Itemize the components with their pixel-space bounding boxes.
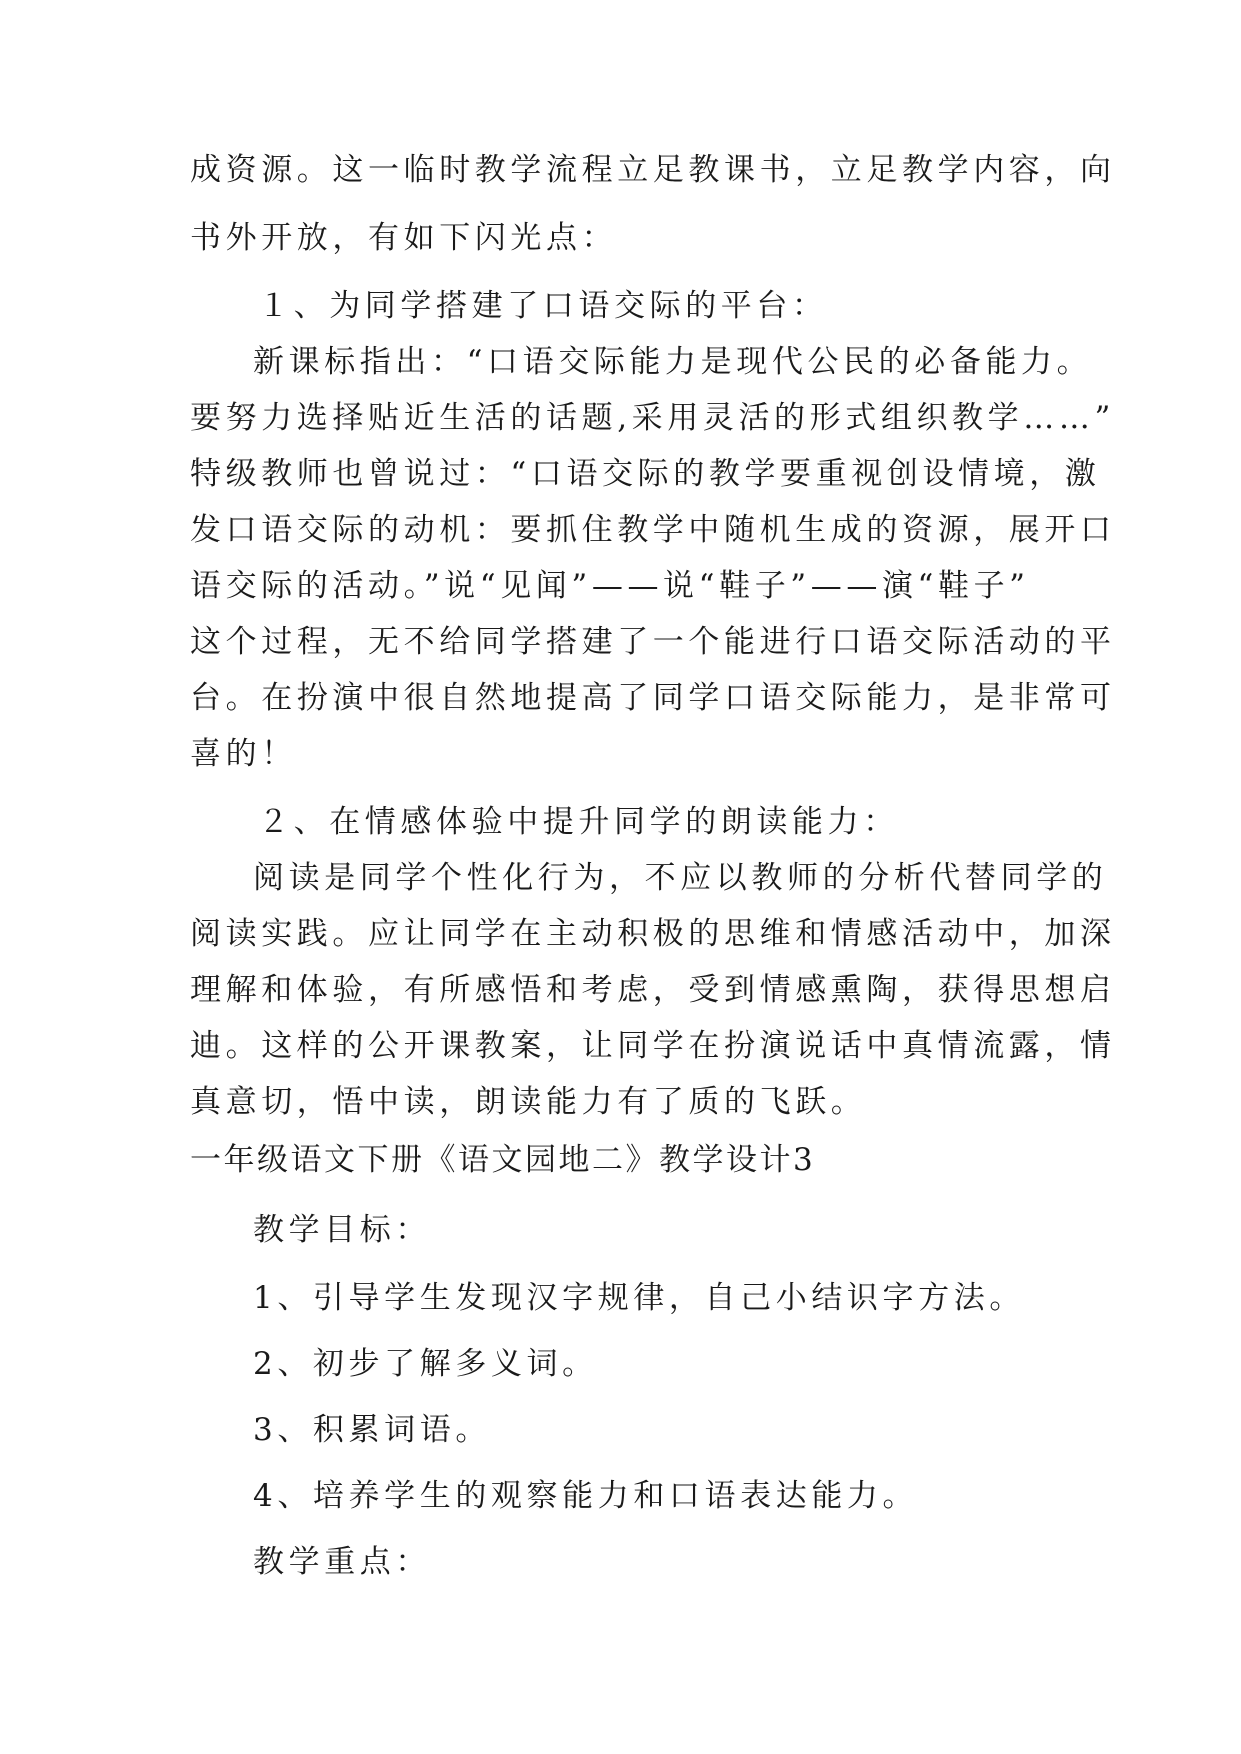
paragraph-line: 阅读是同学个性化行为，不应以教师的分析代替同学的: [253, 860, 1108, 896]
paragraph-line: 理解和体验，有所感悟和考虑，受到情感熏陶，获得思想启: [190, 972, 1116, 1008]
subheading: 教学重点：: [253, 1544, 431, 1580]
paragraph-line: 这个过程，无不给同学搭建了一个能进行口语交际活动的平: [190, 624, 1116, 660]
list-item: 1、引导学生发现汉字规律，自己小结识字方法。: [253, 1280, 1025, 1316]
paragraph-line: 语交际的活动。”说“见闻”——说“鞋子”——演“鞋子”: [190, 568, 1030, 604]
paragraph-line: 喜的！: [190, 736, 297, 772]
paragraph-line: 要努力选择贴近生活的话题,采用灵活的形式组织教学……”: [190, 400, 1115, 436]
paragraph-line: 真意切，悟中读，朗读能力有了质的飞跃。: [190, 1084, 867, 1120]
subheading: 教学目标：: [253, 1212, 431, 1248]
paragraph-line: 特级教师也曾说过：“口语交际的教学要重视创设情境，激: [190, 456, 1101, 492]
section-heading: １、为同学搭建了口语交际的平台：: [258, 288, 828, 324]
section-heading: ２、在情感体验中提升同学的朗读能力：: [258, 804, 899, 840]
paragraph-line: 发口语交际的动机：要抓住教学中随机生成的资源，展开口: [190, 512, 1116, 548]
list-item: 4、培养学生的观察能力和口语表达能力。: [253, 1478, 919, 1514]
paragraph-line: 成资源。这一临时教学流程立足教课书，立足教学内容，向: [190, 152, 1116, 188]
paragraph-line: 书外开放，有如下闪光点：: [190, 220, 618, 256]
paragraph-line: 新课标指出：“口语交际能力是现代公民的必备能力。: [253, 344, 1093, 380]
paragraph-line: 迪。这样的公开课教案，让同学在扮演说话中真情流露，情: [190, 1028, 1116, 1064]
list-item: 2、初步了解多义词。: [253, 1346, 598, 1382]
paragraph-line: 阅读实践。应让同学在主动积极的思维和情感活动中，加深: [190, 916, 1116, 952]
list-item: 3、积累词语。: [253, 1412, 491, 1448]
document-title: 一年级语文下册《语文园地二》教学设计3: [190, 1142, 816, 1178]
paragraph-line: 台。在扮演中很自然地提高了同学口语交际能力，是非常可: [190, 680, 1116, 716]
